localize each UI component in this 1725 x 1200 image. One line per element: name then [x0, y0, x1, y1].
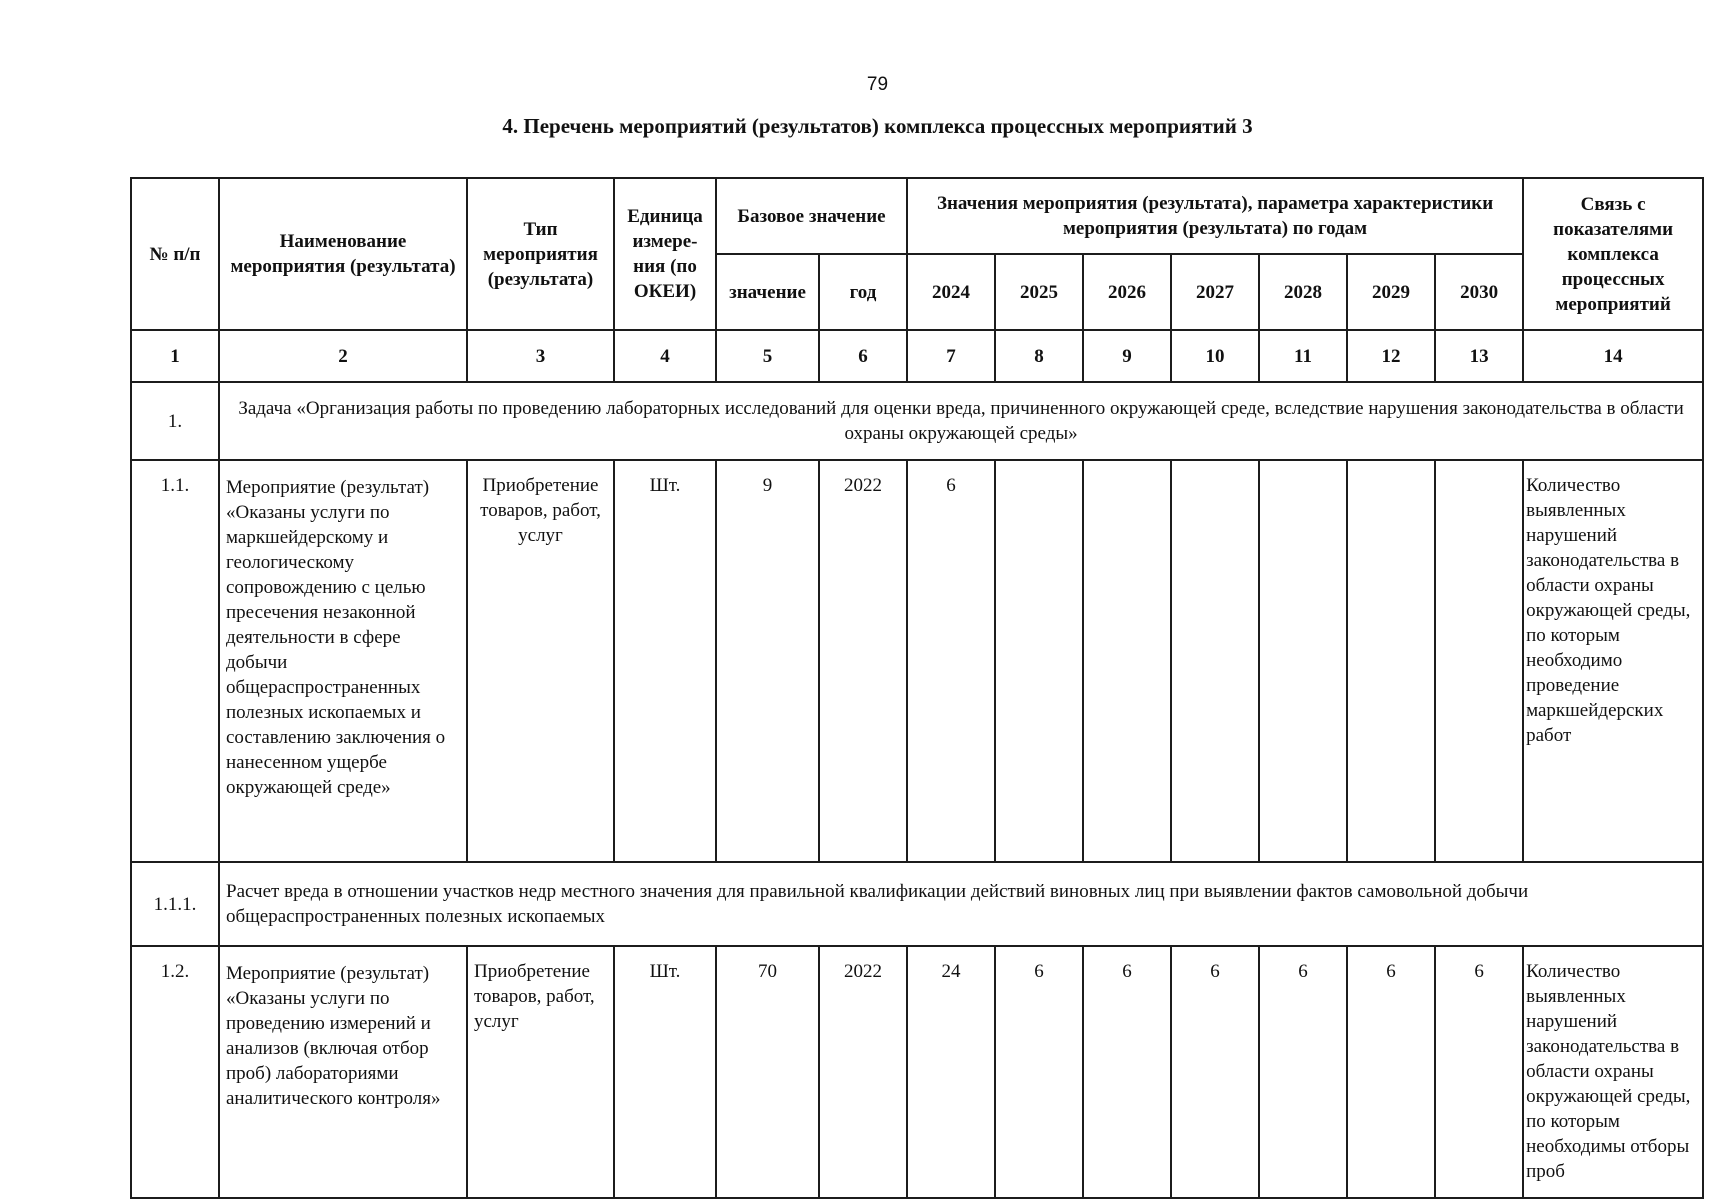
row-year-2024: 6: [907, 460, 995, 862]
row-num: 1.2.: [131, 946, 219, 1198]
table-row: [131, 460, 1703, 862]
row-type: Приобретение товаров, работ, услуг: [467, 946, 614, 1198]
column-index: 6: [819, 330, 907, 382]
row-year-2030: [1435, 460, 1523, 862]
header-year-2027: 2027: [1171, 254, 1259, 330]
header-base: Базовое значение: [716, 178, 907, 254]
row-name: Мероприятие (результат) «Оказаны услуги по проведению измерений и анализов (включая отбор проб) лабораториями аналитического контроля»: [219, 946, 467, 1198]
column-index: 5: [716, 330, 819, 382]
header-year-2030: 2030: [1435, 254, 1523, 330]
column-index: 1: [131, 330, 219, 382]
row-year-2024: 24: [907, 946, 995, 1198]
subtask-text: Расчет вреда в отношении участков недр местного значения для правильной квалификации действий виновных лиц при выявлении фактов самовольной добычи общераспространенных полезных ископаемых: [219, 862, 1703, 946]
header-values: Значения мероприятия (результата), параметра характеристики мероприятия (результата) по годам: [907, 178, 1523, 254]
row-year-2026: 6: [1083, 946, 1171, 1198]
row-name: Мероприятие (результат) «Оказаны услуги по маркшейдерскому и геологическому сопровождению с целью пресечения незаконной деятельности в сфере добычи общераспространенных полезных ископаемых и составлению заключения о нанесенном ущербе окружающей среде»: [219, 460, 467, 862]
column-index-row: [131, 330, 1703, 382]
column-index: 8: [995, 330, 1083, 382]
column-index: 3: [467, 330, 614, 382]
column-index: 11: [1259, 330, 1347, 382]
column-index: 13: [1435, 330, 1523, 382]
column-index: 12: [1347, 330, 1435, 382]
column-index: 14: [1523, 330, 1703, 382]
document-title: 4. Перечень мероприятий (результатов) комплекса процессных мероприятий 3: [502, 114, 1253, 138]
row-base-value: 9: [716, 460, 819, 862]
row-year-2025: [995, 460, 1083, 862]
subtask-num: 1.1.1.: [131, 862, 219, 946]
task-num: 1.: [131, 382, 219, 460]
header-num: № п/п: [131, 178, 219, 330]
header-base-value: значение: [716, 254, 819, 330]
header-base-year: год: [819, 254, 907, 330]
row-year-2025: 6: [995, 946, 1083, 1198]
row-link: Количество выявленных нарушений законодательства в области охраны окружающей среды, по которым необходимы отборы проб: [1523, 946, 1703, 1198]
header-year-2028: 2028: [1259, 254, 1347, 330]
table-header: [131, 178, 1703, 330]
header-year-2025: 2025: [995, 254, 1083, 330]
table-row: [131, 946, 1703, 1198]
column-index: 9: [1083, 330, 1171, 382]
column-index: 2: [219, 330, 467, 382]
header-year-2029: 2029: [1347, 254, 1435, 330]
row-num: 1.1.: [131, 460, 219, 862]
row-year-2028: [1259, 460, 1347, 862]
row-unit: Шт.: [614, 460, 716, 862]
row-year-2028: 6: [1259, 946, 1347, 1198]
row-link: Количество выявленных нарушений законодательства в области охраны окружающей среды, по которым необходимо проведение маркшейдерских работ: [1523, 460, 1703, 862]
header-name: Наименование мероприятия (результата): [219, 178, 467, 330]
row-year-2030: 6: [1435, 946, 1523, 1198]
column-index: 10: [1171, 330, 1259, 382]
subtask-row: [131, 862, 1703, 946]
row-year-2027: 6: [1171, 946, 1259, 1198]
column-index: 4: [614, 330, 716, 382]
row-unit: Шт.: [614, 946, 716, 1198]
header-link: Связь с показателями комплекса процессных мероприятий: [1523, 178, 1703, 330]
row-year-2029: 6: [1347, 946, 1435, 1198]
row-base-year: 2022: [819, 946, 907, 1198]
column-index: 7: [907, 330, 995, 382]
row-year-2026: [1083, 460, 1171, 862]
header-type: Тип мероприятия (результата): [467, 178, 614, 330]
measures-table: [130, 177, 1704, 1199]
header-year-2026: 2026: [1083, 254, 1171, 330]
task-text: Задача «Организация работы по проведению лабораторных исследований для оценки вреда, причиненного окружающей среде, вследствие нарушения законодательства в области охраны окружающей среды»: [219, 382, 1703, 460]
header-unit: Единица измере-ния (по ОКЕИ): [614, 178, 716, 330]
page-number: 79: [866, 74, 889, 95]
header-year-2024: 2024: [907, 254, 995, 330]
row-base-year: 2022: [819, 460, 907, 862]
row-year-2027: [1171, 460, 1259, 862]
row-base-value: 70: [716, 946, 819, 1198]
row-type: Приобретение товаров, работ, услуг: [467, 460, 614, 862]
task-row: [131, 382, 1703, 460]
row-year-2029: [1347, 460, 1435, 862]
